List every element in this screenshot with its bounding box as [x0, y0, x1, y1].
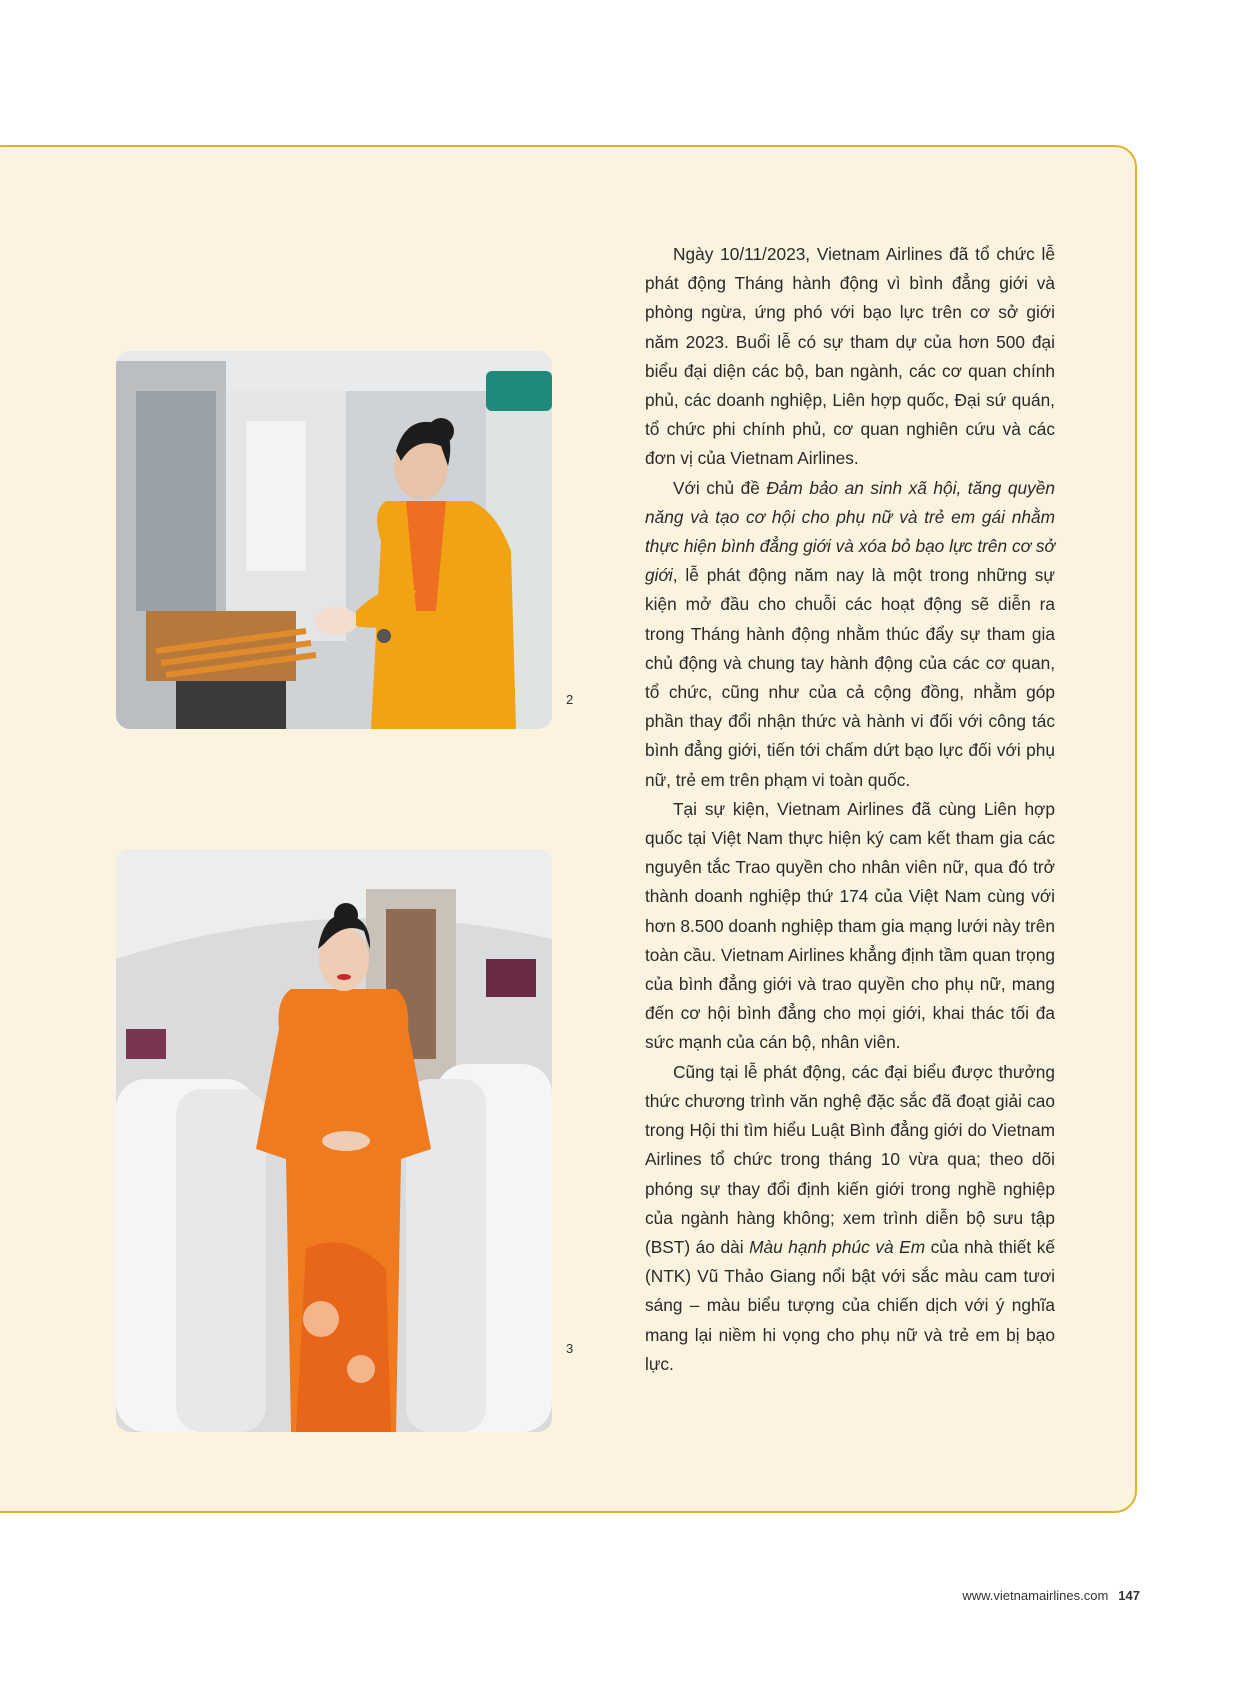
article-paragraph: Tại sự kiện, Vietnam Airlines đã cùng Liên hợp quốc tại Việt Nam thực hiện ký cam kết tham gia các nguyên tắc Trao quyền cho nhân viên nữ, qua đó trở thành doanh nghiệp thứ 174 của Việt Nam cùng với hơn 8.500 doanh nghiệp tham gia mạng lưới này trên toàn cầu. Vietnam Airlines khẳng định tầm quan trọng của bình đẳng giới và trao quyền cho phụ nữ, mang đến cơ hội bình đẳng cho mọi giới, khai thác tối đa sức mạnh của cán bộ, nhân viên.	[645, 798, 1055, 1053]
flight-attendant-galley-photo	[116, 351, 552, 729]
website-link[interactable]: www.vietnamairlines.com	[962, 1588, 1109, 1603]
photo-caption-number: 2	[566, 692, 574, 707]
flight-attendant-aisle-photo	[116, 849, 552, 1432]
article-paragraph: Cũng tại lễ phát động, các đại biểu được thưởng thức chương trình văn nghệ đặc sắc đã đoạt giải cao trong Hội thi tìm hiểu Luật Bình đẳng giới do Vietnam Airlines tổ chức trong tháng 10 vừa qua; theo dõi phóng sự thay đổi định kiến giới trong nghề nghiệp của ngành hàng không; xem trình diễn bộ sưu tập (BST) áo dài Màu hạnh phúc và Em của nhà thiết kế (NTK) Vũ Thảo Giang nổi bật với sắc màu cam tươi sáng – màu biểu tượng của chiến dịch với ý nghĩa mang lại niềm hi vọng cho phụ nữ và trẻ em bị bạo lực.	[645, 1061, 1055, 1374]
article-body	[645, 240, 1055, 1379]
photo-caption-number: 3	[566, 1341, 574, 1356]
article-paragraph: Với chủ đề Đảm bảo an sinh xã hội, tăng quyền năng và tạo cơ hội cho phụ nữ và trẻ em gái nhằm thực hiện bình đẳng giới và xóa bỏ bạo lực trên cơ sở giới, lễ phát động năm nay là một trong những sự kiện mở đầu cho chuỗi các hoạt động sẽ diễn ra trong Tháng hành động nhằm thúc đẩy sự tham gia chủ động và chung tay hành động của các cơ quan, tổ chức, cũng như của cả cộng đồng, nhằm góp phần thay đổi nhận thức và hành vi đối với công tác bình đẳng giới, tiến tới chấm dứt bạo lực đối với phụ nữ, trẻ em trên phạm vi toàn quốc.	[645, 477, 1056, 790]
page-number: 147	[1118, 1588, 1140, 1603]
page-footer	[962, 1588, 1140, 1603]
article-paragraph: Ngày 10/11/2023, Vietnam Airlines đã tổ chức lễ phát động Tháng hành động vì bình đẳng giới và phòng ngừa, ứng phó với bạo lực trên cơ sở giới năm 2023. Buổi lễ có sự tham dự của hơn 500 đại biểu đại diện các bộ, ban ngành, các cơ quan chính phủ, các doanh nghiệp, Liên hợp quốc, Đại sứ quán, tổ chức phi chính phủ, cơ quan nghiên cứu và các đơn vị của Vietnam Airlines.	[645, 244, 1055, 469]
